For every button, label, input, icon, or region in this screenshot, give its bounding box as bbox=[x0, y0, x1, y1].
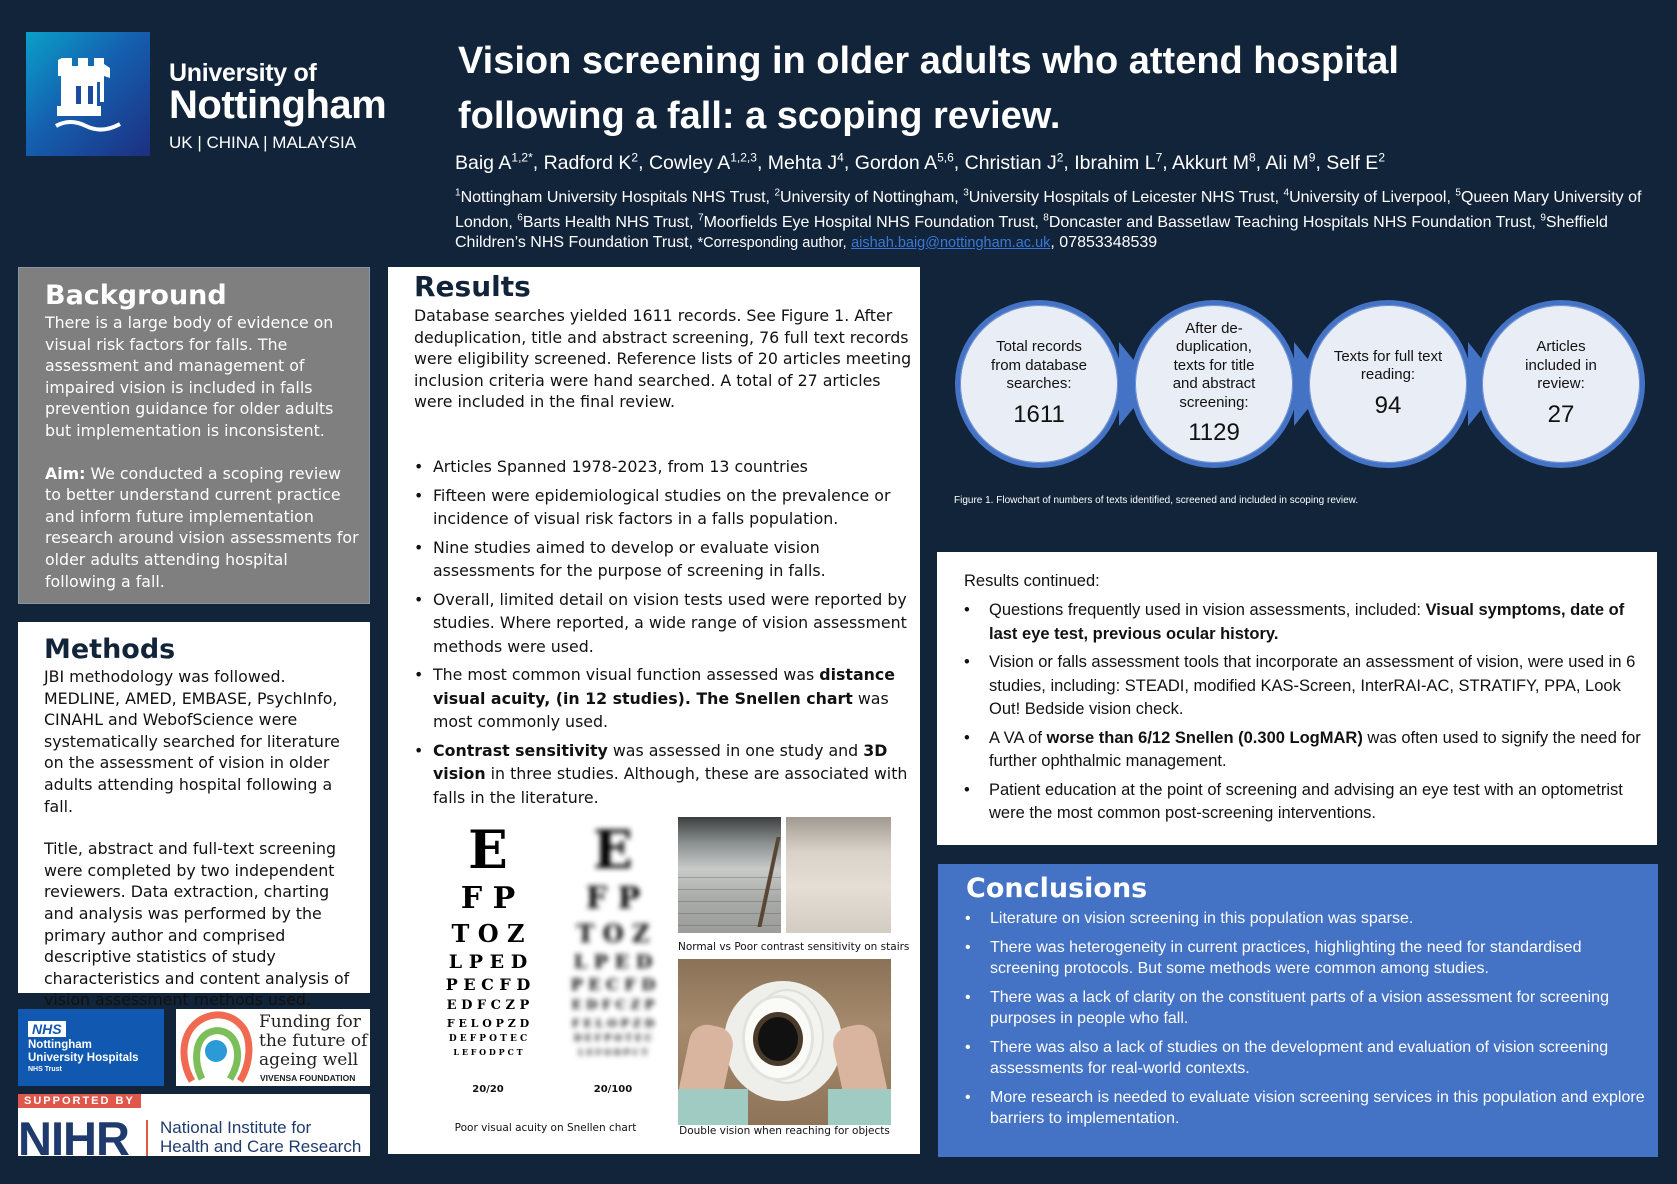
affiliation-list: $^1$Nottingham University Hospitals NHS Trust, $^2$University of Nottingham, $^3$University Hospitals of Leicester NHS Trust, $^4$University of Liverpool, $^5$Queen Mary University of London, $^6$Barts Health NHS Trust, $^7$Moorfields Eye Hospital NHS Foundation Trust, $^8$Doncaster and Bassetlaw Teaching Hospitals NHS Foundation Trust, $^9$Sheffield Children’s NHS Foundation Trust, bbox=[455, 188, 1642, 251]
stairs-poor-contrast-image bbox=[786, 817, 891, 933]
results-bullet bbox=[414, 663, 909, 734]
results-continued-bullet: • Patient education at the point of screening and advising an eye test with an optometrist were the most common post-screening interventions. bbox=[964, 779, 1654, 826]
cup-caption: Double vision when reaching for objects bbox=[679, 1125, 890, 1137]
conclusions-bullets bbox=[965, 908, 1655, 1137]
flow-node-full-text bbox=[1304, 300, 1472, 468]
stairs-caption: Normal vs Poor contrast sensitivity on stairs bbox=[678, 941, 910, 953]
author: Mehta $J^4$ bbox=[767, 150, 844, 174]
university-of-nottingham-logo bbox=[26, 32, 387, 158]
author: Self $E^2$ bbox=[1326, 150, 1385, 174]
snellen-row: D E F P O T E C bbox=[448, 1034, 528, 1044]
castle-icon bbox=[26, 32, 150, 156]
results-bullet: • Nine studies aimed to develop or evaluate vision assessments for the purpose of screening in falls. bbox=[414, 536, 909, 583]
snellen-row: L P E D bbox=[573, 951, 653, 973]
flow-node-label: Texts for full text reading: bbox=[1333, 347, 1443, 383]
vivensa-line-3: ageing well bbox=[259, 1050, 359, 1070]
results-bullet: • Overall, limited detail on vision tests used were reported by studies. Where reported, a wide range of vision assessment methods were used. bbox=[414, 588, 909, 659]
flow-node-title-abstract bbox=[1130, 300, 1298, 468]
figure-1-flowchart bbox=[955, 300, 1645, 470]
snellen-row: P E C F D bbox=[445, 975, 531, 994]
conclusion-item: • There was also a lack of studies on the development and evaluation of vision screening assessments for real-world contexts. bbox=[965, 1037, 1655, 1079]
snellen-row: E D F C Z P bbox=[571, 998, 655, 1013]
flow-node-value: 1129 bbox=[1188, 419, 1240, 447]
background-panel bbox=[18, 267, 370, 604]
conclusion-item: • There was heterogeneity in current practices, highlighting the need for standardised screening protocols. But some methods were common among studies. bbox=[965, 937, 1655, 979]
flow-node-label: After de-duplication, texts for title and abstract screening: bbox=[1172, 319, 1256, 411]
conclusion-item: • More research is needed to evaluate vision screening services in this population and explore barriers to implementation. bbox=[965, 1087, 1655, 1129]
conclusions-panel bbox=[938, 864, 1658, 1157]
snellen-row: F E L O P Z D bbox=[571, 1017, 655, 1030]
methods-para-2: Title, abstract and full-text screening were completed by two independent reviewers. Data extraction, charting and analysis was performed by the primary author and comprised descriptive statistics of study characteristics and content analysis of vision assessment methods used. bbox=[44, 839, 350, 1010]
bullet-bold: Visual symptoms, date of last eye test, previous ocular history. bbox=[989, 601, 1625, 643]
results-continued-panel bbox=[937, 552, 1657, 845]
nhs-line-3: NHS Trust bbox=[28, 1066, 62, 1073]
snellen-row: D E F P O T E C bbox=[573, 1034, 653, 1044]
results-bullet: • Fifteen were epidemiological studies on the prevalence or incidence of visual risk factors in a falls population. bbox=[414, 484, 909, 531]
nihr-line-1: National Institute for bbox=[160, 1118, 312, 1137]
results-continued-bullet: • Vision or falls assessment tools that incorporate an assessment of vision, were used in 6 studies, including: STEADI, modified KAS-Screen, InterRAI-AC, STRATIFY, PPA, Look Out! Bedside vision check. bbox=[964, 651, 1654, 722]
snellen-row: T O Z bbox=[451, 919, 525, 948]
snellen-row: F P bbox=[460, 881, 516, 916]
logo-line-3: UK | CHINA | MALAYSIA bbox=[169, 133, 357, 152]
snellen-row: L E F O D P C T bbox=[578, 1047, 648, 1057]
nihr-wordmark: NIHR bbox=[18, 1112, 129, 1156]
supported-by-tag: SUPPORTED BY bbox=[18, 1094, 141, 1108]
author: Christian $J^2$ bbox=[964, 150, 1064, 174]
author: Akkurt $M^8$ bbox=[1172, 150, 1256, 174]
affiliation: Queen Mary University of London, bbox=[455, 189, 1642, 231]
logo-line-1: University of bbox=[169, 59, 317, 87]
results-continued-bullets bbox=[964, 599, 1654, 831]
affiliation: University Hospitals of Leicester NHS Trust, bbox=[968, 189, 1284, 207]
stairs-normal-contrast-image bbox=[678, 817, 781, 933]
aim-body: We conducted a scoping review to better understand current practice and inform future implementation research around vision assessments for older adults attending hospital following a fall. bbox=[45, 463, 359, 591]
double-vision-cup-image bbox=[678, 959, 891, 1125]
snellen-row: P E C F D bbox=[570, 975, 656, 994]
vivensa-arch-icon bbox=[178, 1011, 254, 1083]
results-continued-bullet bbox=[964, 599, 1654, 646]
nhs-line-1: Nottingham bbox=[28, 1039, 92, 1051]
nhs-badge: NHS bbox=[28, 1021, 66, 1037]
affiliation: Doncaster and Bassetlaw Teaching Hospitals NHS Foundation Trust, bbox=[1048, 213, 1541, 231]
snellen-row: F E L O P Z D bbox=[446, 1017, 530, 1030]
methods-panel bbox=[18, 622, 370, 1010]
corresponding-label: *Corresponding author, bbox=[697, 234, 847, 251]
conclusion-item: • There was a lack of clarity on the constituent parts of a vision assessment for screening purposes in people who fall. bbox=[965, 987, 1655, 1029]
methods-para-1: JBI methodology was followed. MEDLINE, AMED, EMBASE, PsychInfo, CINAHL and WebofScience were systematically searched for literature on the assessment of vision in older adults attending hospital following a fall. bbox=[44, 667, 340, 816]
vivensa-foundation-logo bbox=[176, 1009, 370, 1086]
author: Ali $M^9$ bbox=[1265, 150, 1316, 174]
snellen-chart-blurred bbox=[563, 822, 663, 1058]
snellen-row: E D F C Z P bbox=[446, 998, 530, 1013]
author: Baig $A^{1,2*}$ bbox=[455, 150, 533, 174]
nihr-divider bbox=[146, 1120, 148, 1156]
results-bullet: • Articles Spanned 1978-2023, from 13 countries bbox=[414, 455, 909, 479]
bullet-text: The most common visual function assessed was bbox=[433, 665, 820, 684]
bullet-bold: worse than 6/12 Snellen (0.300 LogMAR) bbox=[1046, 728, 1363, 747]
snellen-row: L P E D bbox=[448, 951, 528, 973]
results-continued-heading: Results continued: bbox=[964, 572, 1100, 590]
snellen-row: L E F O D P C T bbox=[453, 1047, 523, 1057]
bullet-text: in three studies. Although, these are associated with falls in the literature. bbox=[433, 764, 908, 807]
acuity-label-20-100: 20/100 bbox=[593, 1084, 633, 1095]
corresponding-email-link[interactable]: aishah.baig@nottingham.ac.uk bbox=[851, 234, 1051, 251]
snellen-caption: Poor visual acuity on Snellen chart bbox=[454, 1122, 637, 1134]
affiliation: Barts Health NHS Trust, bbox=[522, 213, 699, 231]
bullet-text: was often used to signify the need for further ophthalmic management. bbox=[989, 728, 1641, 770]
bullet-bold: Contrast sensitivity bbox=[433, 740, 608, 760]
title-line-1: Vision screening in older adults who attend hospital bbox=[458, 40, 1399, 82]
nihr-logo bbox=[18, 1094, 370, 1156]
methods-heading: Methods bbox=[44, 634, 176, 665]
background-heading: Background bbox=[45, 280, 227, 311]
conclusion-item: • Literature on vision screening in this population was sparse. bbox=[965, 908, 1655, 929]
flow-node-value: 94 bbox=[1374, 391, 1402, 419]
affiliation: University of Nottingham, bbox=[780, 189, 964, 207]
results-panel bbox=[388, 267, 920, 1154]
acuity-label-20-20: 20/20 bbox=[472, 1084, 504, 1095]
figure-1-caption: Figure 1. Flowchart of numbers of texts identified, screened and included in scoping review. bbox=[954, 495, 1359, 506]
flow-node-label: Total records from database searches: bbox=[991, 338, 1087, 393]
snellen-row: F P bbox=[585, 881, 641, 916]
snellen-row: E bbox=[468, 820, 508, 881]
flow-node-value: 1611 bbox=[1013, 400, 1065, 428]
aim-text bbox=[45, 463, 359, 593]
poster-title bbox=[458, 34, 1608, 144]
bullet-text: Questions frequently used in vision assessments, included: bbox=[989, 601, 1426, 619]
author-list: Baig $A^{1,2*}$, Radford $K^2$, Cowley A$^{1,2,3}$, Mehta $J^4$, Gordon A$^{5,6}$, Christian $J^2$, Ibrahim $L^7$, Akkurt $M^8$, Ali $M^9$, Self $E^2$ bbox=[455, 150, 1385, 174]
results-intro: Database searches yielded 1611 records. See Figure 1. After deduplication, title and abstract screening, 76 full text records were eligibility screened. Reference lists of 20 articles meeting inclusion criteria were hand searched. A total of 27 articles were included in the final review. bbox=[414, 306, 912, 412]
title-line-2: following a fall: a scoping review. bbox=[458, 95, 1061, 137]
bullet-bold: 3D vision bbox=[433, 740, 888, 783]
flow-node-label: Articles included in review: bbox=[1525, 338, 1597, 393]
vivensa-line-2: the future of bbox=[259, 1031, 368, 1051]
bullet-bold: distance visual acuity, (in 12 studies). The Snellen chart bbox=[433, 665, 895, 708]
affiliations bbox=[455, 184, 1670, 253]
flow-node-total-records bbox=[955, 300, 1123, 468]
nhs-line-2: University Hospitals bbox=[28, 1052, 139, 1064]
affiliation: Sheffield Children’s NHS Foundation Trust, bbox=[455, 213, 1608, 251]
aim-label: Aim: bbox=[45, 463, 86, 483]
results-heading: Results bbox=[414, 270, 531, 303]
affiliation: Moorfields Eye Hospital NHS Foundation Trust, bbox=[703, 213, 1044, 231]
author: Cowley A$^{1,2,3}$ bbox=[648, 150, 757, 174]
conclusions-heading: Conclusions bbox=[966, 873, 1148, 904]
bullet-text: was assessed in one study and bbox=[607, 740, 864, 760]
author: Radford $K^2$ bbox=[543, 150, 639, 174]
vivensa-line-1: Funding for bbox=[259, 1012, 361, 1032]
affiliation: Nottingham University Hospitals NHS Trust, bbox=[460, 189, 775, 207]
affiliation: University of Liverpool, bbox=[1289, 189, 1456, 207]
logo-line-2: Nottingham bbox=[169, 83, 387, 127]
snellen-row: T O Z bbox=[576, 919, 650, 948]
vivensa-sub: VIVENSA FOUNDATION bbox=[260, 1073, 356, 1083]
results-bullet bbox=[414, 739, 909, 810]
flow-node-value: 27 bbox=[1547, 400, 1575, 428]
snellen-row: E bbox=[593, 820, 633, 881]
nhs-nottingham-logo bbox=[18, 1009, 164, 1086]
background-body: There is a large body of evidence on visual risk factors for falls. The assessment and management of impaired vision is included in falls prevention guidance for older adults but implementation is inconsistent. bbox=[45, 313, 334, 440]
author: Gordon A$^{5,6}$ bbox=[854, 150, 954, 174]
results-bullets bbox=[414, 455, 909, 814]
snellen-chart-image bbox=[418, 822, 668, 1112]
flow-node-included bbox=[1477, 300, 1645, 468]
bullet-text: A VA of bbox=[989, 728, 1047, 747]
author: Ibrahim $L^7$ bbox=[1074, 150, 1163, 174]
bullet-text: was most commonly used. bbox=[433, 688, 889, 731]
results-continued-bullet bbox=[964, 727, 1654, 774]
snellen-chart-sharp bbox=[438, 822, 538, 1058]
phone-number: , 07853348539 bbox=[1050, 233, 1158, 251]
nihr-line-2: Health and Care Research bbox=[160, 1137, 362, 1156]
